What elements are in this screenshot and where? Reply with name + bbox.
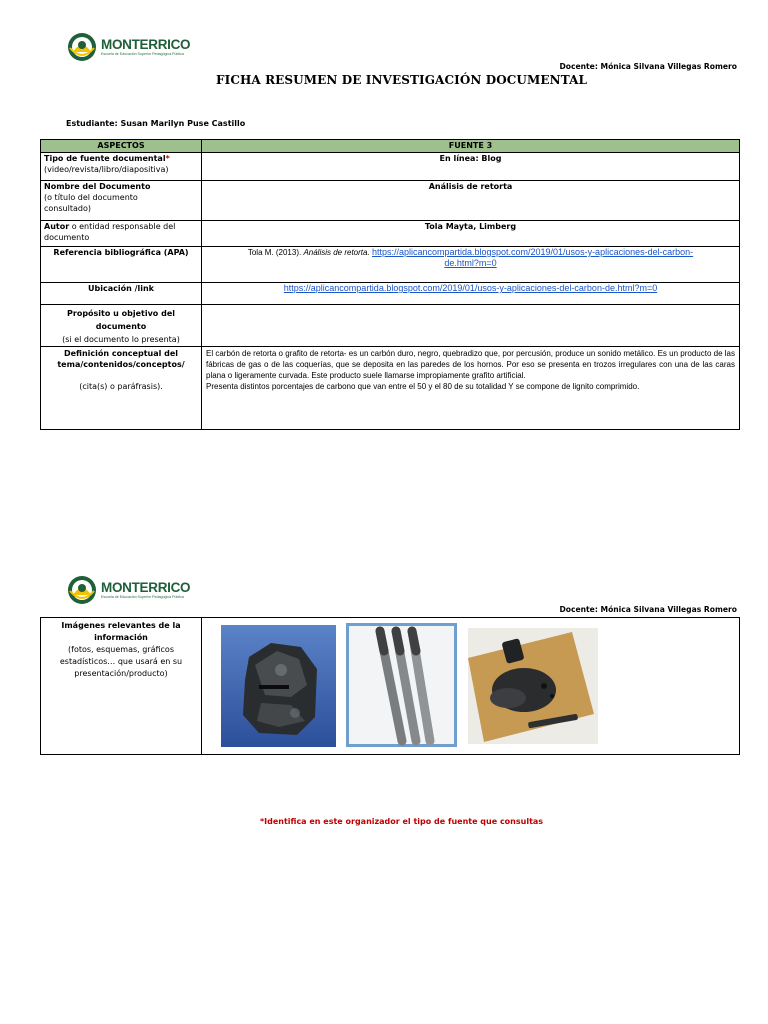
ref-title: Análisis de retorta.: [303, 248, 370, 257]
images-label2: información: [94, 633, 148, 642]
tipo-sub: (video/revista/libro/diapositiva): [44, 165, 169, 174]
autor-label: Autor: [44, 222, 70, 231]
docente-name: Docente: Mónica Silvana Villegas Romero: [559, 62, 737, 71]
images-label4: estadísticos… que usará en su: [59, 657, 183, 666]
ref-value-cell: [202, 247, 740, 283]
tipo-label-cell: [41, 153, 202, 181]
docente-name-page2: Docente: Mónica Silvana Villegas Romero: [559, 605, 737, 614]
row-referencia: [41, 247, 740, 283]
logo: [67, 32, 190, 62]
row-definicion: [41, 347, 740, 430]
carbon-lump-image: [221, 625, 336, 747]
page-title: FICHA RESUMEN DE INVESTIGACIÓN DOCUMENTAL: [215, 73, 588, 87]
row-nombre: [41, 181, 740, 221]
definicion-value-cell: [202, 347, 740, 430]
definicion-label-cell: [41, 347, 202, 430]
row-tipo: [41, 153, 740, 181]
images-label1: Imágenes relevantes de la: [61, 621, 181, 630]
tipo-value: En línea: Blog: [202, 153, 740, 181]
autor-label-cell: [41, 221, 202, 247]
proposito-sub: (si el documento lo presenta): [62, 335, 180, 344]
definicion-label2: tema/contenidos/conceptos/: [57, 360, 185, 369]
col-aspectos: ASPECTOS: [41, 140, 202, 153]
row-proposito: [41, 305, 740, 347]
images-label3: (fotos, esquemas, gráficos: [68, 645, 174, 654]
nombre-sub2: consultado): [44, 204, 91, 213]
logo-emblem-icon: [67, 575, 97, 605]
proposito-label2: documento: [95, 322, 147, 331]
carbon-powder-image: [468, 628, 598, 744]
logo-name: MONTERRICO: [101, 579, 191, 595]
nombre-sub1: (o título del documento: [44, 193, 138, 202]
row-autor: [41, 221, 740, 247]
definicion-paragraph-2: Presenta distintos porcentajes de carbono que van entre el 50 y el 80 de su totalidad Y se compone de lignito comprimido.: [206, 382, 640, 391]
ref-author: Tola M. (2013).: [247, 248, 304, 257]
logo-subtitle: Escuela de Educación Superior Pedagógica Pública: [101, 594, 184, 599]
table-header-row: [41, 140, 740, 153]
footnote: *Identifica en este organizador el tipo de fuente que consultas: [259, 817, 544, 826]
ref-label: Referencia bibliográfica (APA): [41, 247, 202, 283]
welding-rods-image: [346, 623, 457, 747]
nombre-label: Nombre del Documento: [44, 182, 151, 191]
summary-table: [40, 139, 740, 430]
tipo-label: Tipo de fuente documental: [44, 154, 166, 163]
nombre-value: Análisis de retorta: [202, 181, 740, 221]
images-label5: presentación/producto): [74, 669, 168, 678]
ref-link[interactable]: https://aplicancompartida.blogspot.com/2019/01/usos-y-aplicaciones-del-carbon- de.html?m=0: [371, 247, 694, 268]
definicion-paragraph-1: El carbón de retorta o grafito de retorta- es un carbón duro, negro, quebradizo que, por percusión, produce un sonido metálico. Es un producto de las fábricas de gas o de las coquerías, que se deposita en las paredes de los hornos. Por eso se presenta en trozos irregulares con una de las caras plana o ligeramente curvada. Este producto suele llamarse impropiamente grafito artificial.: [206, 349, 735, 380]
autor-sub2: documento: [44, 233, 90, 242]
proposito-value: [202, 305, 740, 347]
student-name: Estudiante: Susan Marilyn Puse Castillo: [66, 119, 246, 128]
ubicacion-value-cell: [202, 283, 740, 305]
logo-subtitle: Escuela de Educación Superior Pedagógica Pública: [101, 51, 184, 56]
tipo-asterisk: *: [165, 154, 170, 163]
row-ubicacion: [41, 283, 740, 305]
nombre-label-cell: [41, 181, 202, 221]
logo-emblem-icon: [67, 32, 97, 62]
logo-page2: [67, 575, 190, 605]
proposito-label1: Propósito u objetivo del: [67, 309, 175, 318]
autor-value: Tola Mayta, Limberg: [202, 221, 740, 247]
ubicacion-label: Ubicación /link: [41, 283, 202, 305]
proposito-label-cell: [41, 305, 202, 347]
images-label-cell: [41, 618, 202, 755]
definicion-label1: Definición conceptual del: [63, 349, 179, 358]
col-fuente: FUENTE 3: [202, 140, 740, 153]
autor-sub1: o entidad responsable del: [69, 222, 176, 231]
ubicacion-link[interactable]: https://aplicancompartida.blogspot.com/2019/01/usos-y-aplicaciones-del-carbon-de.html?m=0: [283, 283, 658, 293]
logo-name: MONTERRICO: [101, 36, 191, 52]
definicion-sub: (cita(s) o paráfrasis).: [79, 382, 163, 391]
